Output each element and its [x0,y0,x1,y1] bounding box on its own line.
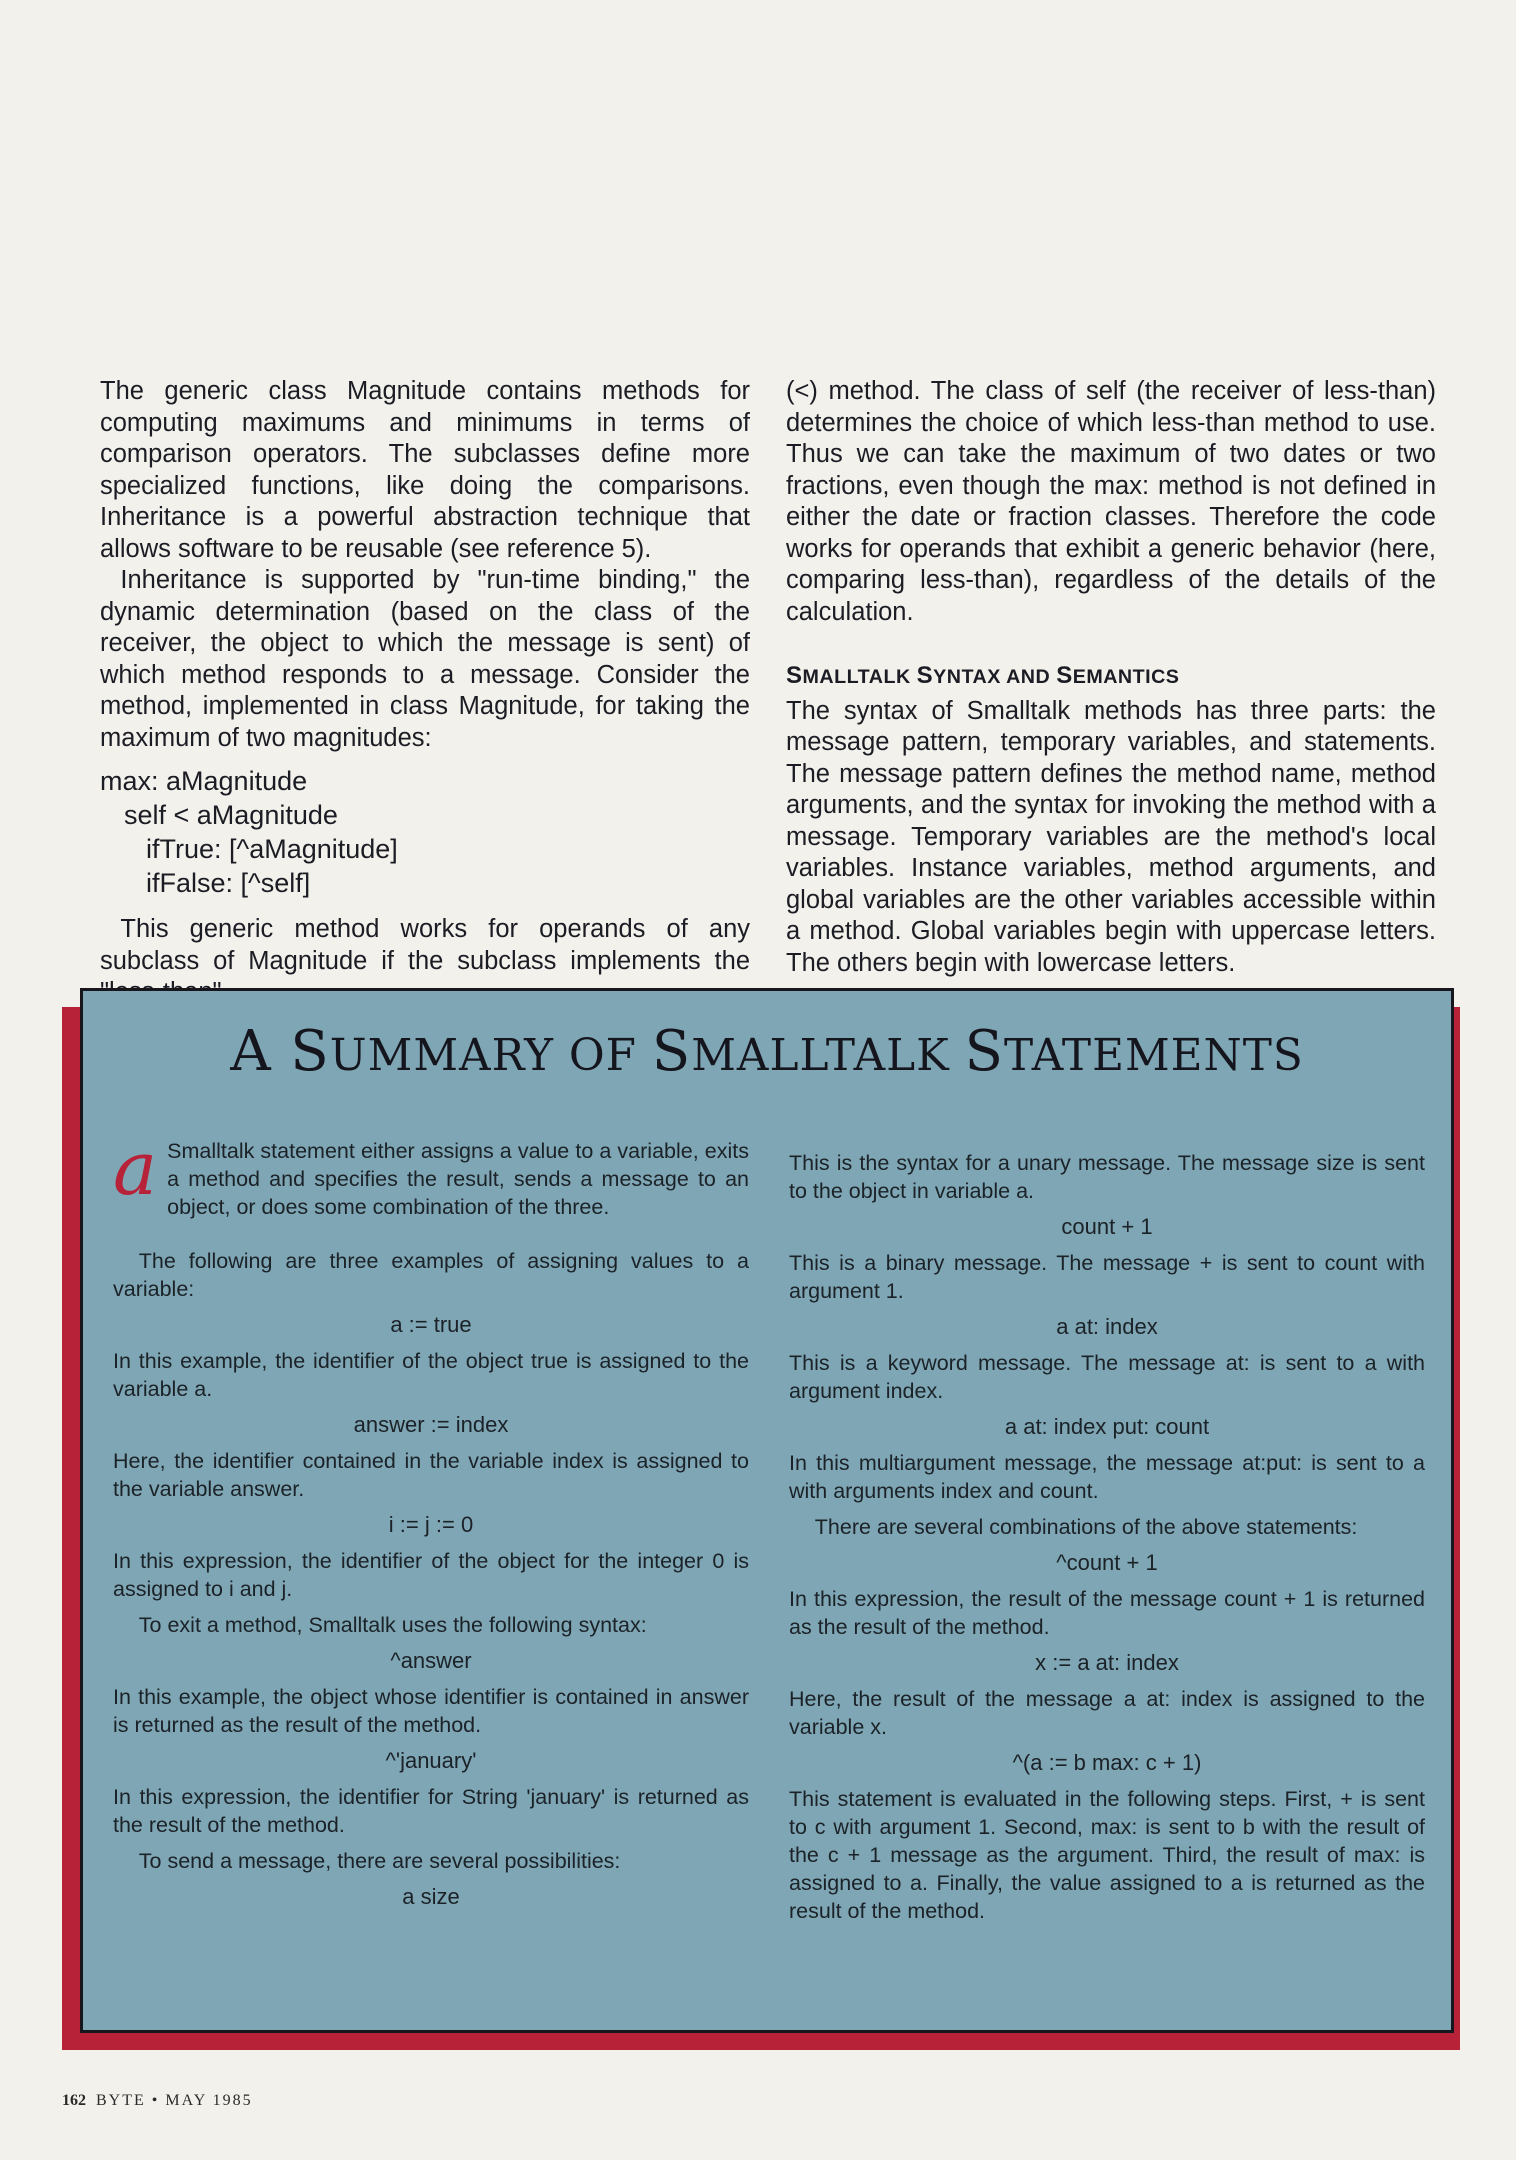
drop-cap: a [113,1126,158,1212]
paragraph: To exit a method, Smalltalk uses the following syntax: [138,1613,647,1637]
paragraph: In this expression, the result of the message count + 1 is returned as the result of the method. [789,1587,1425,1639]
article-left-column [100,376,750,1009]
article-right-column [786,376,1436,979]
paragraph: To send a message, there are several possibilities: [138,1849,621,1873]
code-example: answer := index [353,1412,509,1437]
paragraph: The syntax of Smalltalk methods has three parts: the message pattern, temporary variables, and statements. The message pattern defines the method name, method arguments, and the syntax for invoking the method with a message. Temporary variables are the method's local variables. Instance variables, method arguments, and global variables are the other variables accessible within a method. Global variables begin with uppercase letters. The others begin with lowercase letters. [786,696,1436,977]
code-example: ^'january' [385,1748,477,1773]
page-footer [62,2092,253,2110]
paragraph: The generic class Magnitude contains methods for computing maximums and minimums in terms of comparison operators. The subclasses define more specialized functions, like doing the comparisons. Inheritance is a powerful abstraction technique that allows software to be reusable (see reference 5). [100,377,750,563]
code-example: a at: index put: count [1004,1414,1210,1439]
code-example: i := j := 0 [388,1512,474,1537]
paragraph: In this example, the identifier of the object true is assigned to the variable a. [113,1349,749,1401]
code-example: count + 1 [1061,1214,1153,1239]
paragraph: In this example, the object whose identifier is contained in answer is returned as the result of the method. [113,1685,749,1737]
code-line: ifTrue: [^aMagnitude] [146,834,398,864]
paragraph: In this expression, the identifier for String 'january' is returned as the result of the method. [113,1785,749,1837]
paragraph: Here, the identifier contained in the variable index is assigned to the variable answer. [113,1449,749,1501]
sidebar-left-column [113,1126,749,1919]
paragraph: This is a keyword message. The message at: is sent to a with argument index. [789,1351,1425,1403]
sidebar-box [80,988,1454,2033]
code-example: a := true [390,1312,472,1337]
paragraph: The following are three examples of assigning values to a variable: [113,1249,749,1301]
paragraph: In this multiargument message, the message at:put: is sent to a with arguments index and count. [789,1451,1425,1503]
sidebar-title: A SUMMARY OF SMALLTALK STATEMENTS [230,1019,1304,1084]
page-number: 162 [62,2092,86,2109]
paragraph: This is the syntax for a unary message. The message size is sent to the object in variable a. [789,1151,1425,1203]
paragraph: This statement is evaluated in the following steps. First, + is sent to c with argument 1. Second, max: is sent to b with the result of the c + 1 message as the argument. Third, the result of max: is assigned to a. Finally, the value assigned to a is returned as the result of the method. [789,1787,1425,1923]
intro-paragraph: a Smalltalk statement either assigns a value to a variable, exits a method and specifies the result, sends a message to an object, or does some combination of the three. [113,1126,749,1219]
code-example: x := a at: index [1035,1650,1179,1675]
paragraph: Inheritance is supported by "run-time binding," the dynamic determination (based on the class of the receiver, the object to which the message is sent) of which method responds to a message. Consider the method, implemented in class Magnitude, for taking the maximum of two magnitudes: [100,566,750,752]
paragraph: In this expression, the identifier of the object for the integer 0 is assigned to i and j. [113,1549,749,1601]
code-example: ^(a := b max: c + 1) [1012,1750,1202,1775]
code-line: max: aMagnitude [100,766,308,796]
code-example: ^answer [390,1648,472,1673]
paragraph: There are several combinations of the above statements: [814,1515,1358,1539]
section-heading: SMALLTALK SYNTAX AND SEMANTICS [786,662,1180,689]
paragraph: This generic method works for operands of any subclass of Magnitude if the subclass implements the [100,915,750,975]
code-listing [100,764,750,900]
code-example: a size [402,1884,460,1909]
code-example: a at: index [1056,1314,1158,1339]
magazine-info: BYTE • MAY 1985 [96,2092,253,2109]
code-line: self < aMagnitude [124,800,338,830]
code-example: ^count + 1 [1056,1550,1158,1575]
paragraph: This is a binary message. The message + is sent to count with argument 1. [789,1251,1425,1303]
paragraph: Here, the result of the message a at: index is assigned to the variable x. [789,1687,1425,1739]
sidebar-right-column [789,1149,1425,1925]
code-line: ifFalse: [^self] [146,868,311,898]
paragraph: (<) method. The class of self (the receiver of less-than) determines the choice of which less-than method to use. Thus we can take the maximum of two dates or two fractions, even though the max: method is not defined in either the date or fraction classes. Therefore the code works for operands that exhibit a generic behavior (here, comparing less-than), regardless of the details of the calculation. [786,377,1436,626]
